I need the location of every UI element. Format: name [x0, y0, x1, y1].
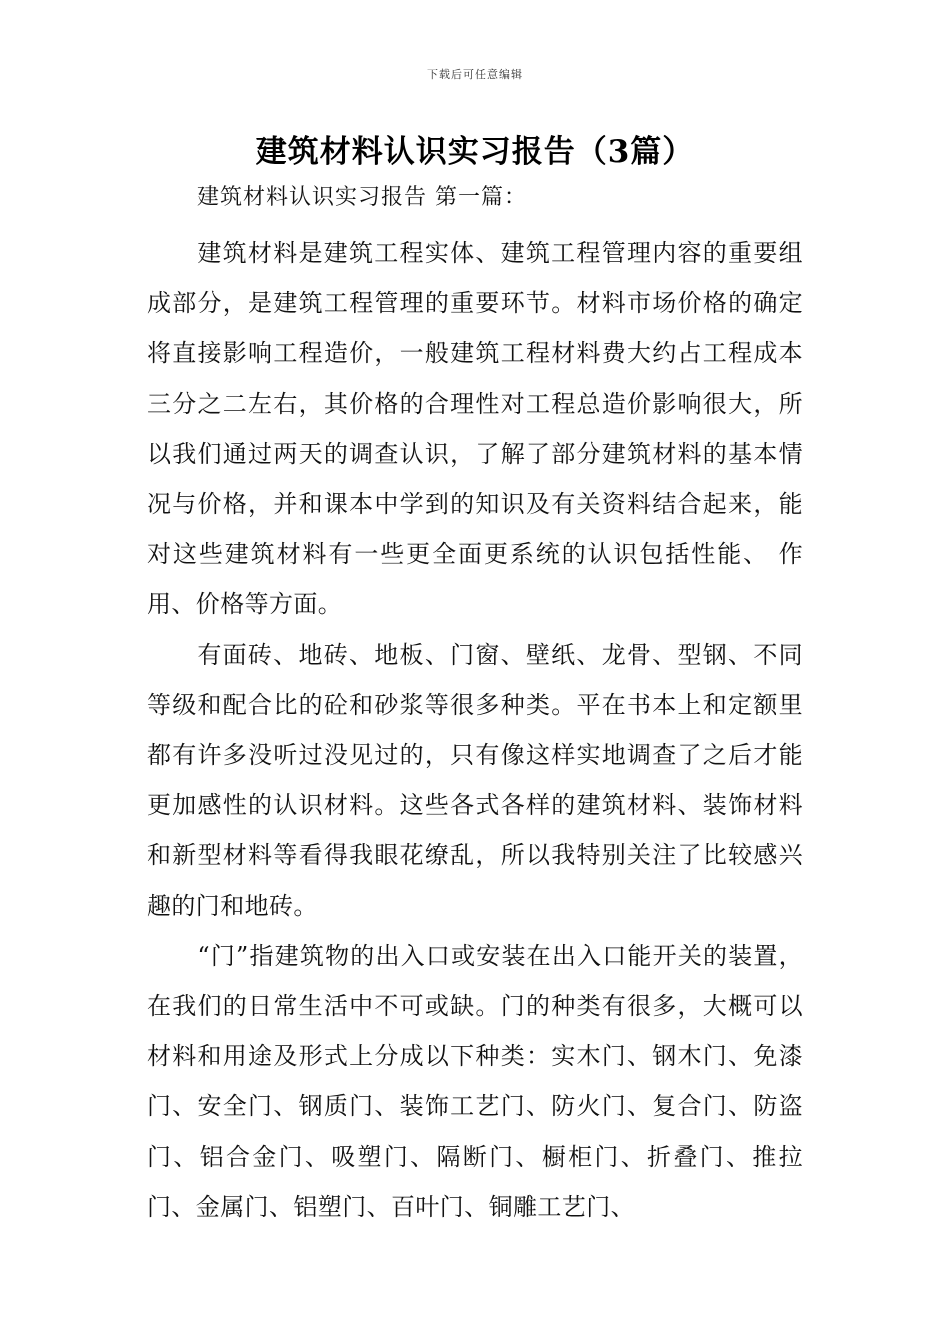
paragraph-intro: 建筑材料是建筑工程实体、建筑工程管理内容的重要组成部分，是建筑工程管理的重要环节。材料市场价格的确定将直接影响工程造价，一般建筑工程材料费大约占工程成本三分之二左右，其价格的合理性对工程总造价影响很大，所以我们通过两天的调查认识，了解了部分建筑材料的基本情况与价格，并和课本中学到的知识及有关资料结合起来，能对这些建筑材料有一些更全面更系统的认识包括性能、 作用、价格等方面。 — [147, 239, 803, 619]
section-heading: 建筑材料认识实习报告 第一篇： — [197, 185, 527, 210]
paragraph-doors: “门”指建筑物的出入口或安装在出入口能开关的装置，在我们的日常生活中不可或缺。门的种类有很多，大概可以材料和用途及形式上分成以下种类：实木门、钢木门、免漆门、安全门、钢质门、装饰工艺门、防火门、复合门、防盗门、铝合金门、吸塑门、隔断门、橱柜门、折叠门、推拉门、金属门、铝塑门、百叶门、铜雕工艺门、 — [147, 941, 803, 1221]
document-body — [147, 228, 803, 1232]
paragraph-material-types: 有面砖、地砖、地板、门窗、壁纸、龙骨、型钢、不同等级和配合比的砼和砂浆等很多种类。平在书本上和定额里都有许多没听过没见过的，只有像这样实地调查了之后才能更加感性的认识材料。这些各式各样的建筑材料、装饰材料和新型材料等看得我眼花缭乱，所以我特别关注了比较感兴趣的门和地砖。 — [147, 640, 803, 920]
document-title: 建筑材料认识实习报告（3篇） — [255, 134, 695, 170]
page-header-note: 下载后可任意编辑 — [427, 68, 523, 81]
